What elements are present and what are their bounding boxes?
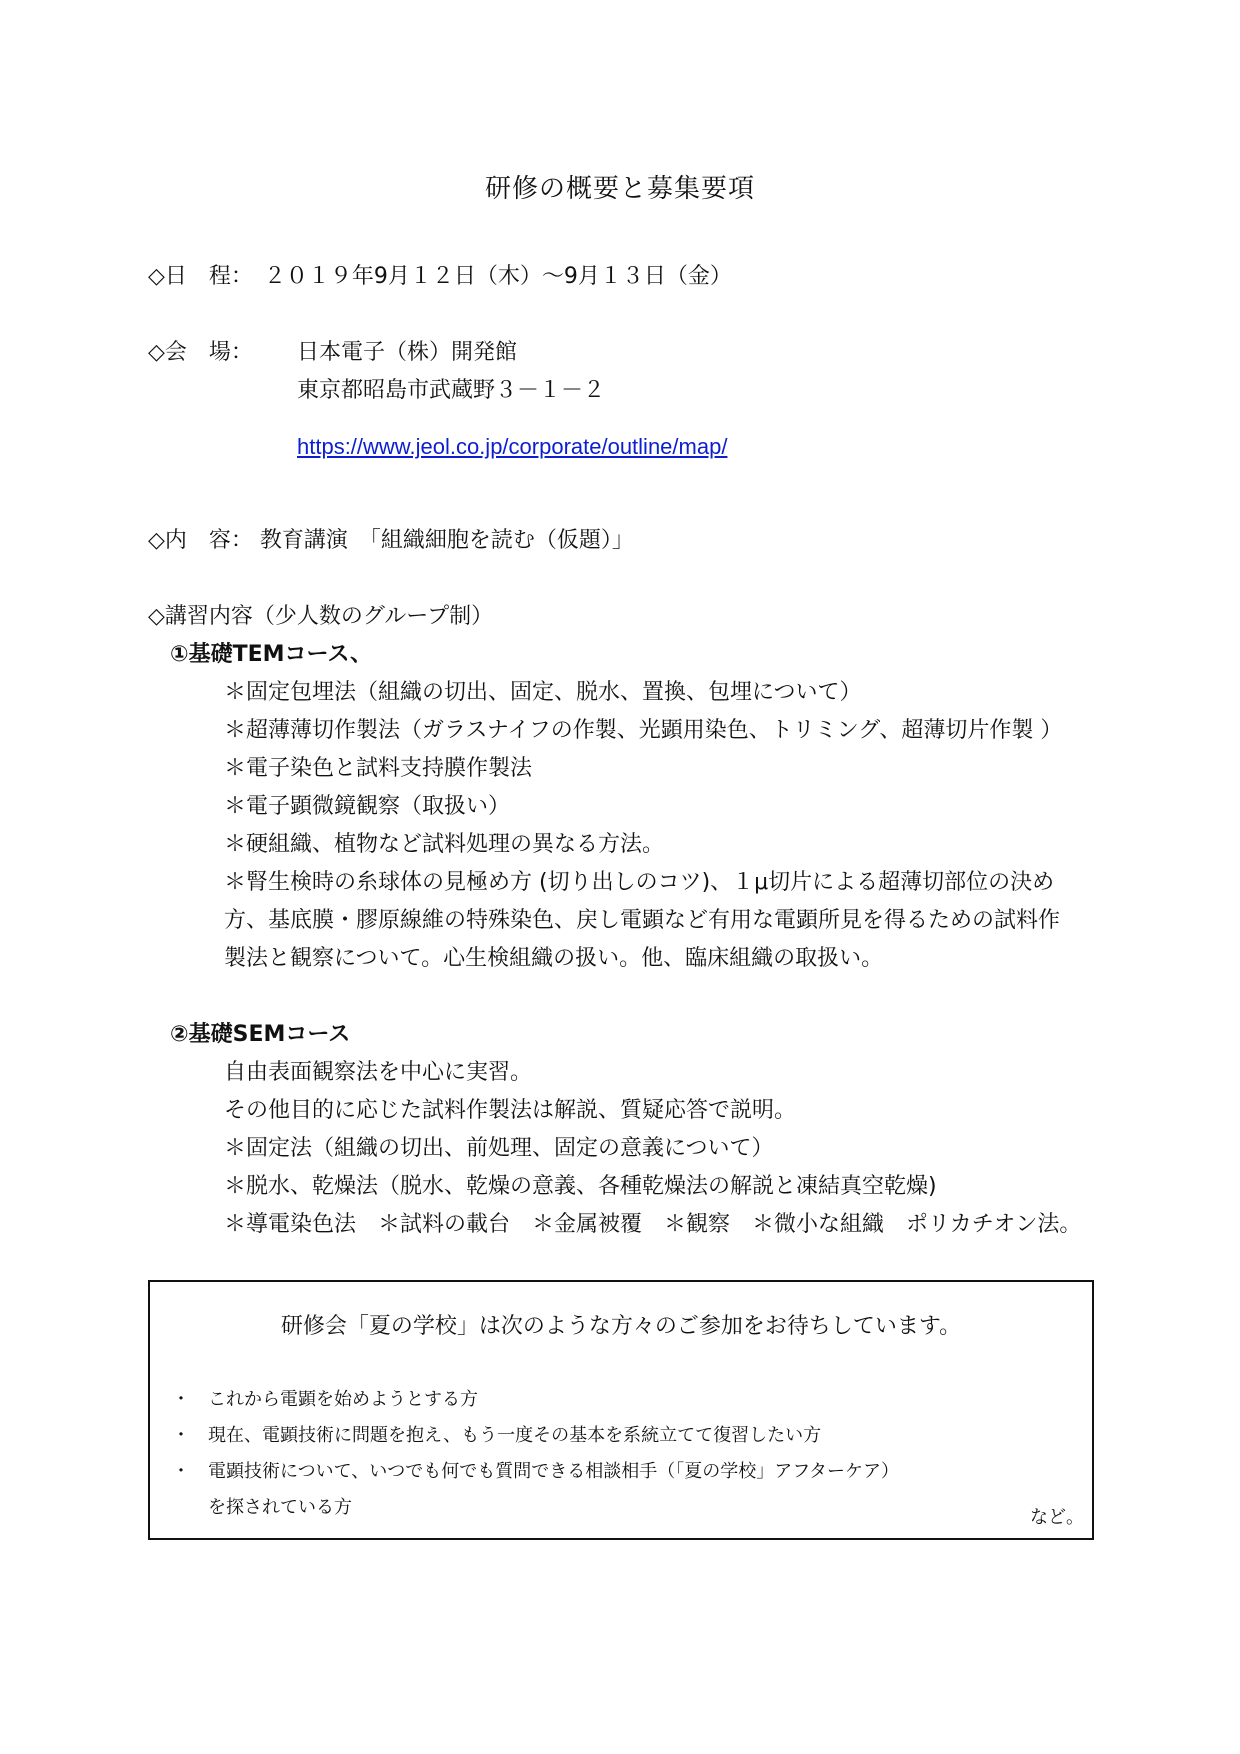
venue-name: 日本電子（株）開発館 (297, 340, 518, 365)
notice-etc: など。 (1030, 1507, 1084, 1527)
course1-item: ＊腎生検時の糸球体の見極め方 (切り出しのコツ)、１μ切片による超薄切部位の決め (224, 870, 1055, 895)
course2-item: その他目的に応じた試料作製法は解説、質疑応答で説明。 (224, 1098, 797, 1123)
course2-item: 自由表面観察法を中心に実習。 (224, 1060, 533, 1085)
course-header: ◇講習内容（少人数のグループ制） (148, 604, 494, 629)
course2-item: ＊導電染色法 ＊試料の載台 ＊金属被覆 ＊観察 ＊微小な組織 ポリカチオン法。 (224, 1212, 1082, 1237)
notice-title: 研修会「夏の学校」は次のような方々のご参加をお待ちしています。 (280, 1314, 962, 1339)
course1-item: 方、基底膜・膠原線維の特殊染色、戻し電顕など有用な電顕所見を得るための試料作 (224, 908, 1061, 933)
course1-title: ①基礎TEMコース、 (170, 642, 373, 667)
course1-item: ＊超薄薄切作製法（ガラスナイフの作製、光顕用染色、トリミング、超薄切片作製 ） (224, 718, 1063, 743)
course1-item: ＊硬組織、植物など試料処理の異なる方法。 (224, 832, 665, 857)
course2-title: ②基礎SEMコース (170, 1022, 351, 1047)
course1-item: ＊電子染色と試料支持膜作製法 (224, 756, 533, 781)
course1-item: ＊固定包埋法（組織の切出、固定、脱水、置換、包埋について） (224, 680, 862, 705)
notice-item: ・ 電顕技術について、いつでも何でも質問できる相談相手（「夏の学校」アフターケア） (172, 1461, 900, 1481)
notice-item: を探されている方 (172, 1497, 352, 1517)
course2-item: ＊脱水、乾燥法（脱水、乾燥の意義、各種乾燥法の解説と凍結真空乾燥) (224, 1174, 937, 1199)
notice-item: ・ 現在、電顕技術に問題を抱え、もう一度その基本を系統立てて復習したい方 (172, 1425, 822, 1445)
course1-item: 製法と観察について。心生検組織の扱い。他、臨床組織の取扱い。 (224, 946, 884, 971)
notice-box (148, 1280, 1094, 1540)
page-title: 研修の概要と募集要項 (484, 174, 755, 204)
course1-item: ＊電子顕微鏡観察（取扱い） (224, 794, 511, 819)
content-line: ◇内 容： 教育講演 「組織細胞を読む（仮題）」 (148, 528, 634, 553)
venue-label: ◇会 場： (148, 340, 253, 365)
course2-item: ＊固定法（組織の切出、前処理、固定の意義について） (224, 1136, 774, 1161)
schedule-line: ◇日 程： ２０１９年9月１２日（木）～9月１３日（金） (148, 264, 732, 289)
venue-address: 東京都昭島市武蔵野３－１－２ (297, 378, 606, 403)
venue-map-link[interactable]: https://www.jeol.co.jp/corporate/outline/map/ (297, 434, 728, 459)
notice-item: ・ これから電顕を始めようとする方 (172, 1389, 478, 1409)
